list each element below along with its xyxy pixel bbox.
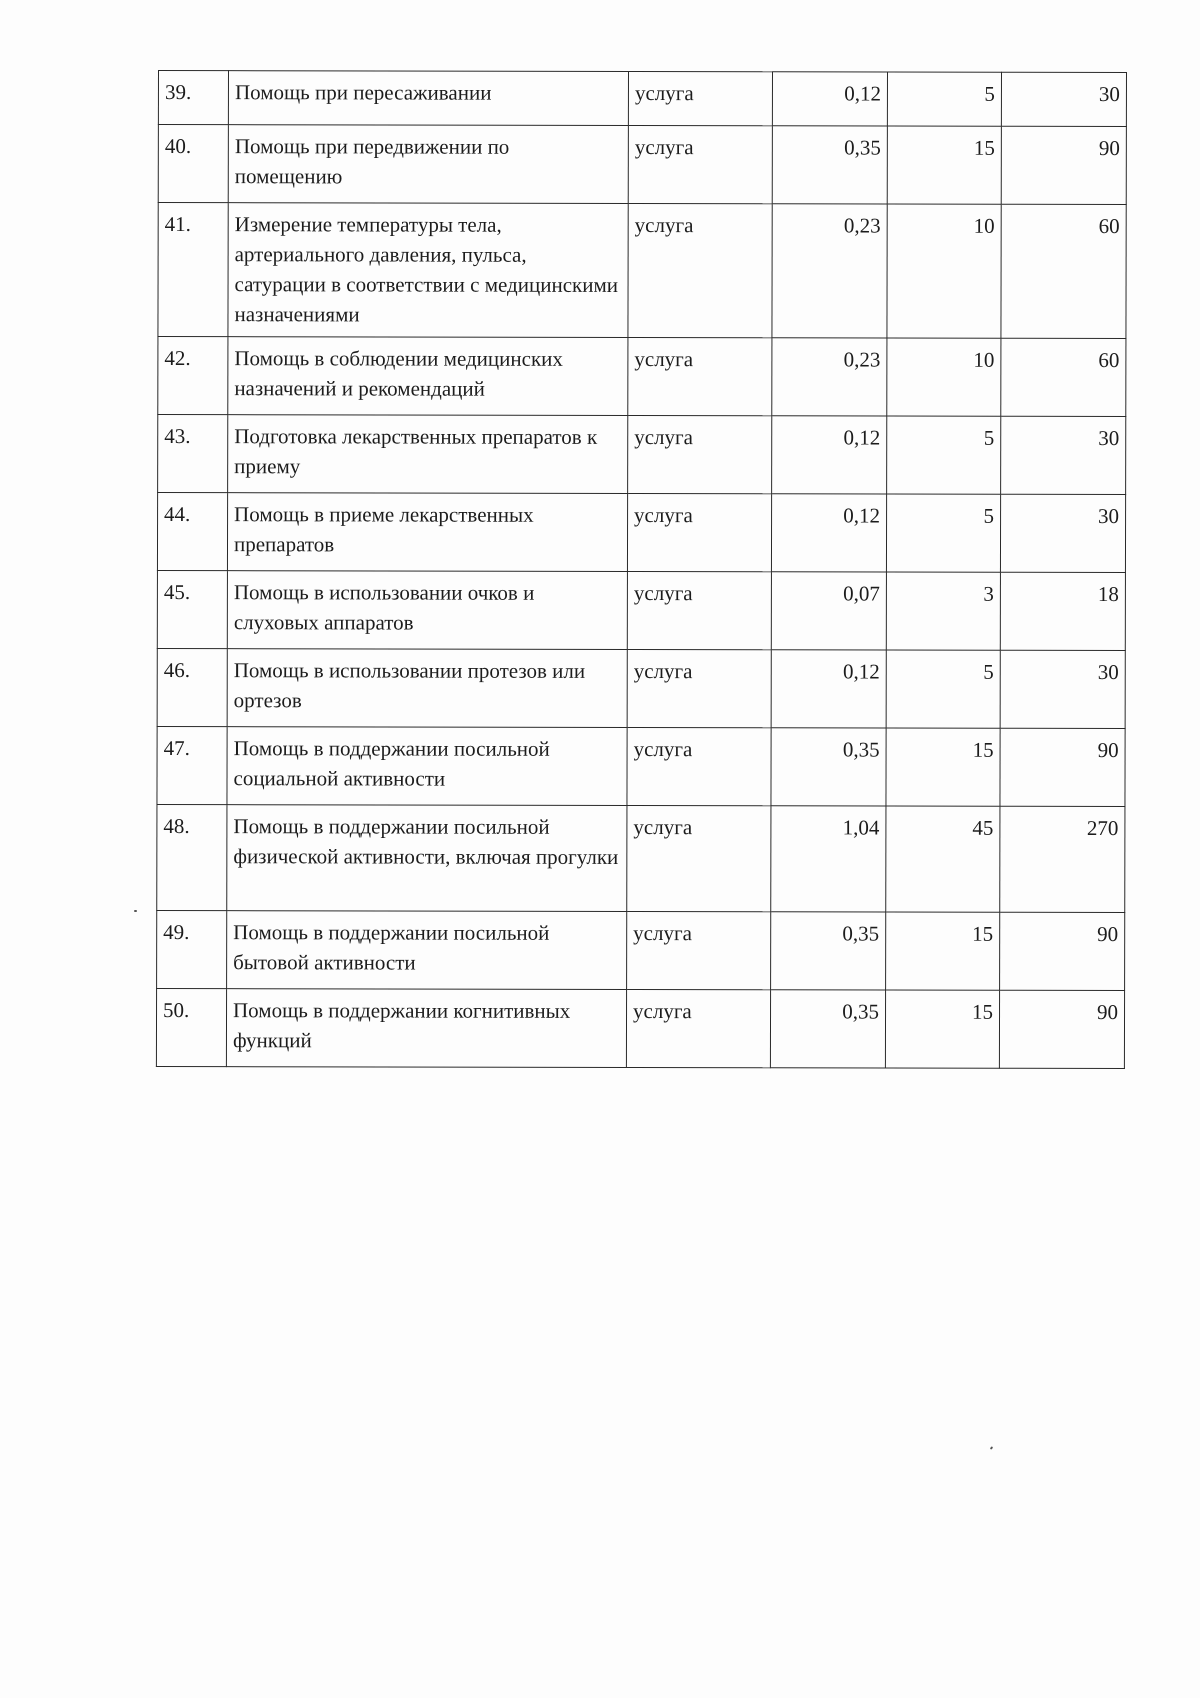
value-col-3: 60 — [1001, 204, 1126, 338]
value-col-1: 0,35 — [770, 990, 885, 1068]
value-col-2: 5 — [887, 72, 1001, 126]
service-name: Помощь в приеме лекарственных препаратов — [227, 493, 627, 572]
unit-of-measure: услуга — [628, 125, 772, 203]
value-col-2: 10 — [887, 204, 1001, 338]
row-number: 40. — [158, 125, 228, 203]
row-number: 42. — [158, 337, 228, 415]
row-number: 49. — [157, 910, 227, 988]
unit-of-measure: услуга — [627, 805, 771, 911]
value-col-2: 15 — [887, 126, 1001, 204]
row-number: 39. — [158, 71, 228, 125]
value-col-1: 0,12 — [771, 650, 886, 728]
value-col-3: 90 — [1001, 126, 1126, 204]
value-col-3: 30 — [1001, 72, 1126, 126]
row-number: 45. — [157, 570, 227, 648]
table-row — [157, 493, 1125, 573]
service-name: Измерение температуры тела, артериального давления, пульса, сатурации в соответствии с медицинскими назначениями — [228, 203, 628, 338]
value-col-1: 0,12 — [772, 416, 887, 494]
value-col-1: 1,04 — [771, 806, 886, 912]
row-number: 41. — [158, 203, 228, 337]
service-name: Помощь в поддержании посильной физической активности, включая прогулки — [227, 805, 627, 912]
service-name: Помощь в поддержании посильной бытовой активности — [227, 911, 627, 990]
value-col-1: 0,07 — [771, 572, 886, 650]
unit-of-measure: услуга — [628, 71, 772, 125]
services-table-body — [156, 71, 1126, 1069]
value-col-2: 15 — [885, 990, 999, 1068]
value-col-1: 0,35 — [771, 912, 886, 990]
row-number: 44. — [157, 493, 227, 571]
service-name: Помощь в использовании очков и слуховых аппаратов — [227, 571, 627, 650]
service-name: Подготовка лекарственных препаратов к приему — [228, 415, 628, 494]
value-col-1: 0,35 — [772, 126, 887, 204]
value-col-2: 15 — [886, 728, 1000, 806]
table-row — [158, 337, 1126, 417]
value-col-3: 30 — [1000, 494, 1125, 572]
value-col-1: 0,35 — [771, 728, 886, 806]
unit-of-measure: услуга — [627, 571, 771, 649]
scan-speck — [134, 910, 137, 912]
value-col-3: 90 — [999, 990, 1124, 1068]
value-col-1: 0,12 — [772, 72, 887, 126]
value-col-2: 5 — [886, 650, 1000, 728]
table-row — [157, 804, 1125, 912]
value-col-3: 18 — [1000, 572, 1125, 650]
services-table — [156, 70, 1127, 1069]
unit-of-measure: услуга — [628, 203, 772, 337]
service-name: Помощь в поддержании когнитивных функций — [226, 989, 626, 1068]
table-row — [158, 71, 1126, 127]
value-col-2: 3 — [886, 572, 1000, 650]
scan-speck — [990, 1446, 993, 1450]
service-name: Помощь в поддержании посильной социальной активности — [227, 727, 627, 806]
value-col-2: 45 — [886, 806, 1000, 912]
row-number: 47. — [157, 726, 227, 804]
value-col-3: 60 — [1001, 338, 1126, 416]
value-col-2: 10 — [887, 338, 1001, 416]
value-col-1: 0,23 — [772, 338, 887, 416]
value-col-1: 0,23 — [772, 204, 887, 338]
service-name: Помощь в соблюдении медицинских назначений и рекомендаций — [228, 337, 628, 416]
table-row — [158, 125, 1126, 205]
row-number: 48. — [157, 804, 227, 910]
value-col-2: 15 — [886, 912, 1000, 990]
table-row — [157, 910, 1125, 990]
table-row — [158, 203, 1126, 339]
row-number: 43. — [158, 415, 228, 493]
table-row — [157, 570, 1125, 650]
value-col-3: 90 — [1000, 728, 1125, 806]
value-col-3: 270 — [1000, 806, 1125, 912]
value-col-3: 30 — [1000, 650, 1125, 728]
unit-of-measure: услуга — [628, 415, 772, 493]
value-col-3: 30 — [1001, 416, 1126, 494]
service-name: Помощь при передвижении по помещению — [228, 125, 628, 204]
service-name: Помощь в использовании протезов или ортезов — [227, 649, 627, 728]
table-row — [157, 648, 1125, 728]
unit-of-measure: услуга — [627, 493, 771, 571]
unit-of-measure: услуга — [627, 649, 771, 727]
value-col-1: 0,12 — [771, 494, 886, 572]
table-row — [158, 415, 1126, 495]
unit-of-measure: услуга — [627, 727, 771, 805]
value-col-2: 5 — [886, 494, 1000, 572]
unit-of-measure: услуга — [628, 337, 772, 415]
unit-of-measure: услуга — [626, 989, 770, 1067]
value-col-2: 5 — [887, 416, 1001, 494]
service-name: Помощь при пересаживании — [228, 71, 628, 126]
value-col-3: 90 — [1000, 912, 1125, 990]
table-row — [157, 726, 1125, 806]
table-row — [156, 988, 1124, 1068]
unit-of-measure: услуга — [627, 911, 771, 989]
row-number: 50. — [156, 988, 226, 1066]
row-number: 46. — [157, 648, 227, 726]
